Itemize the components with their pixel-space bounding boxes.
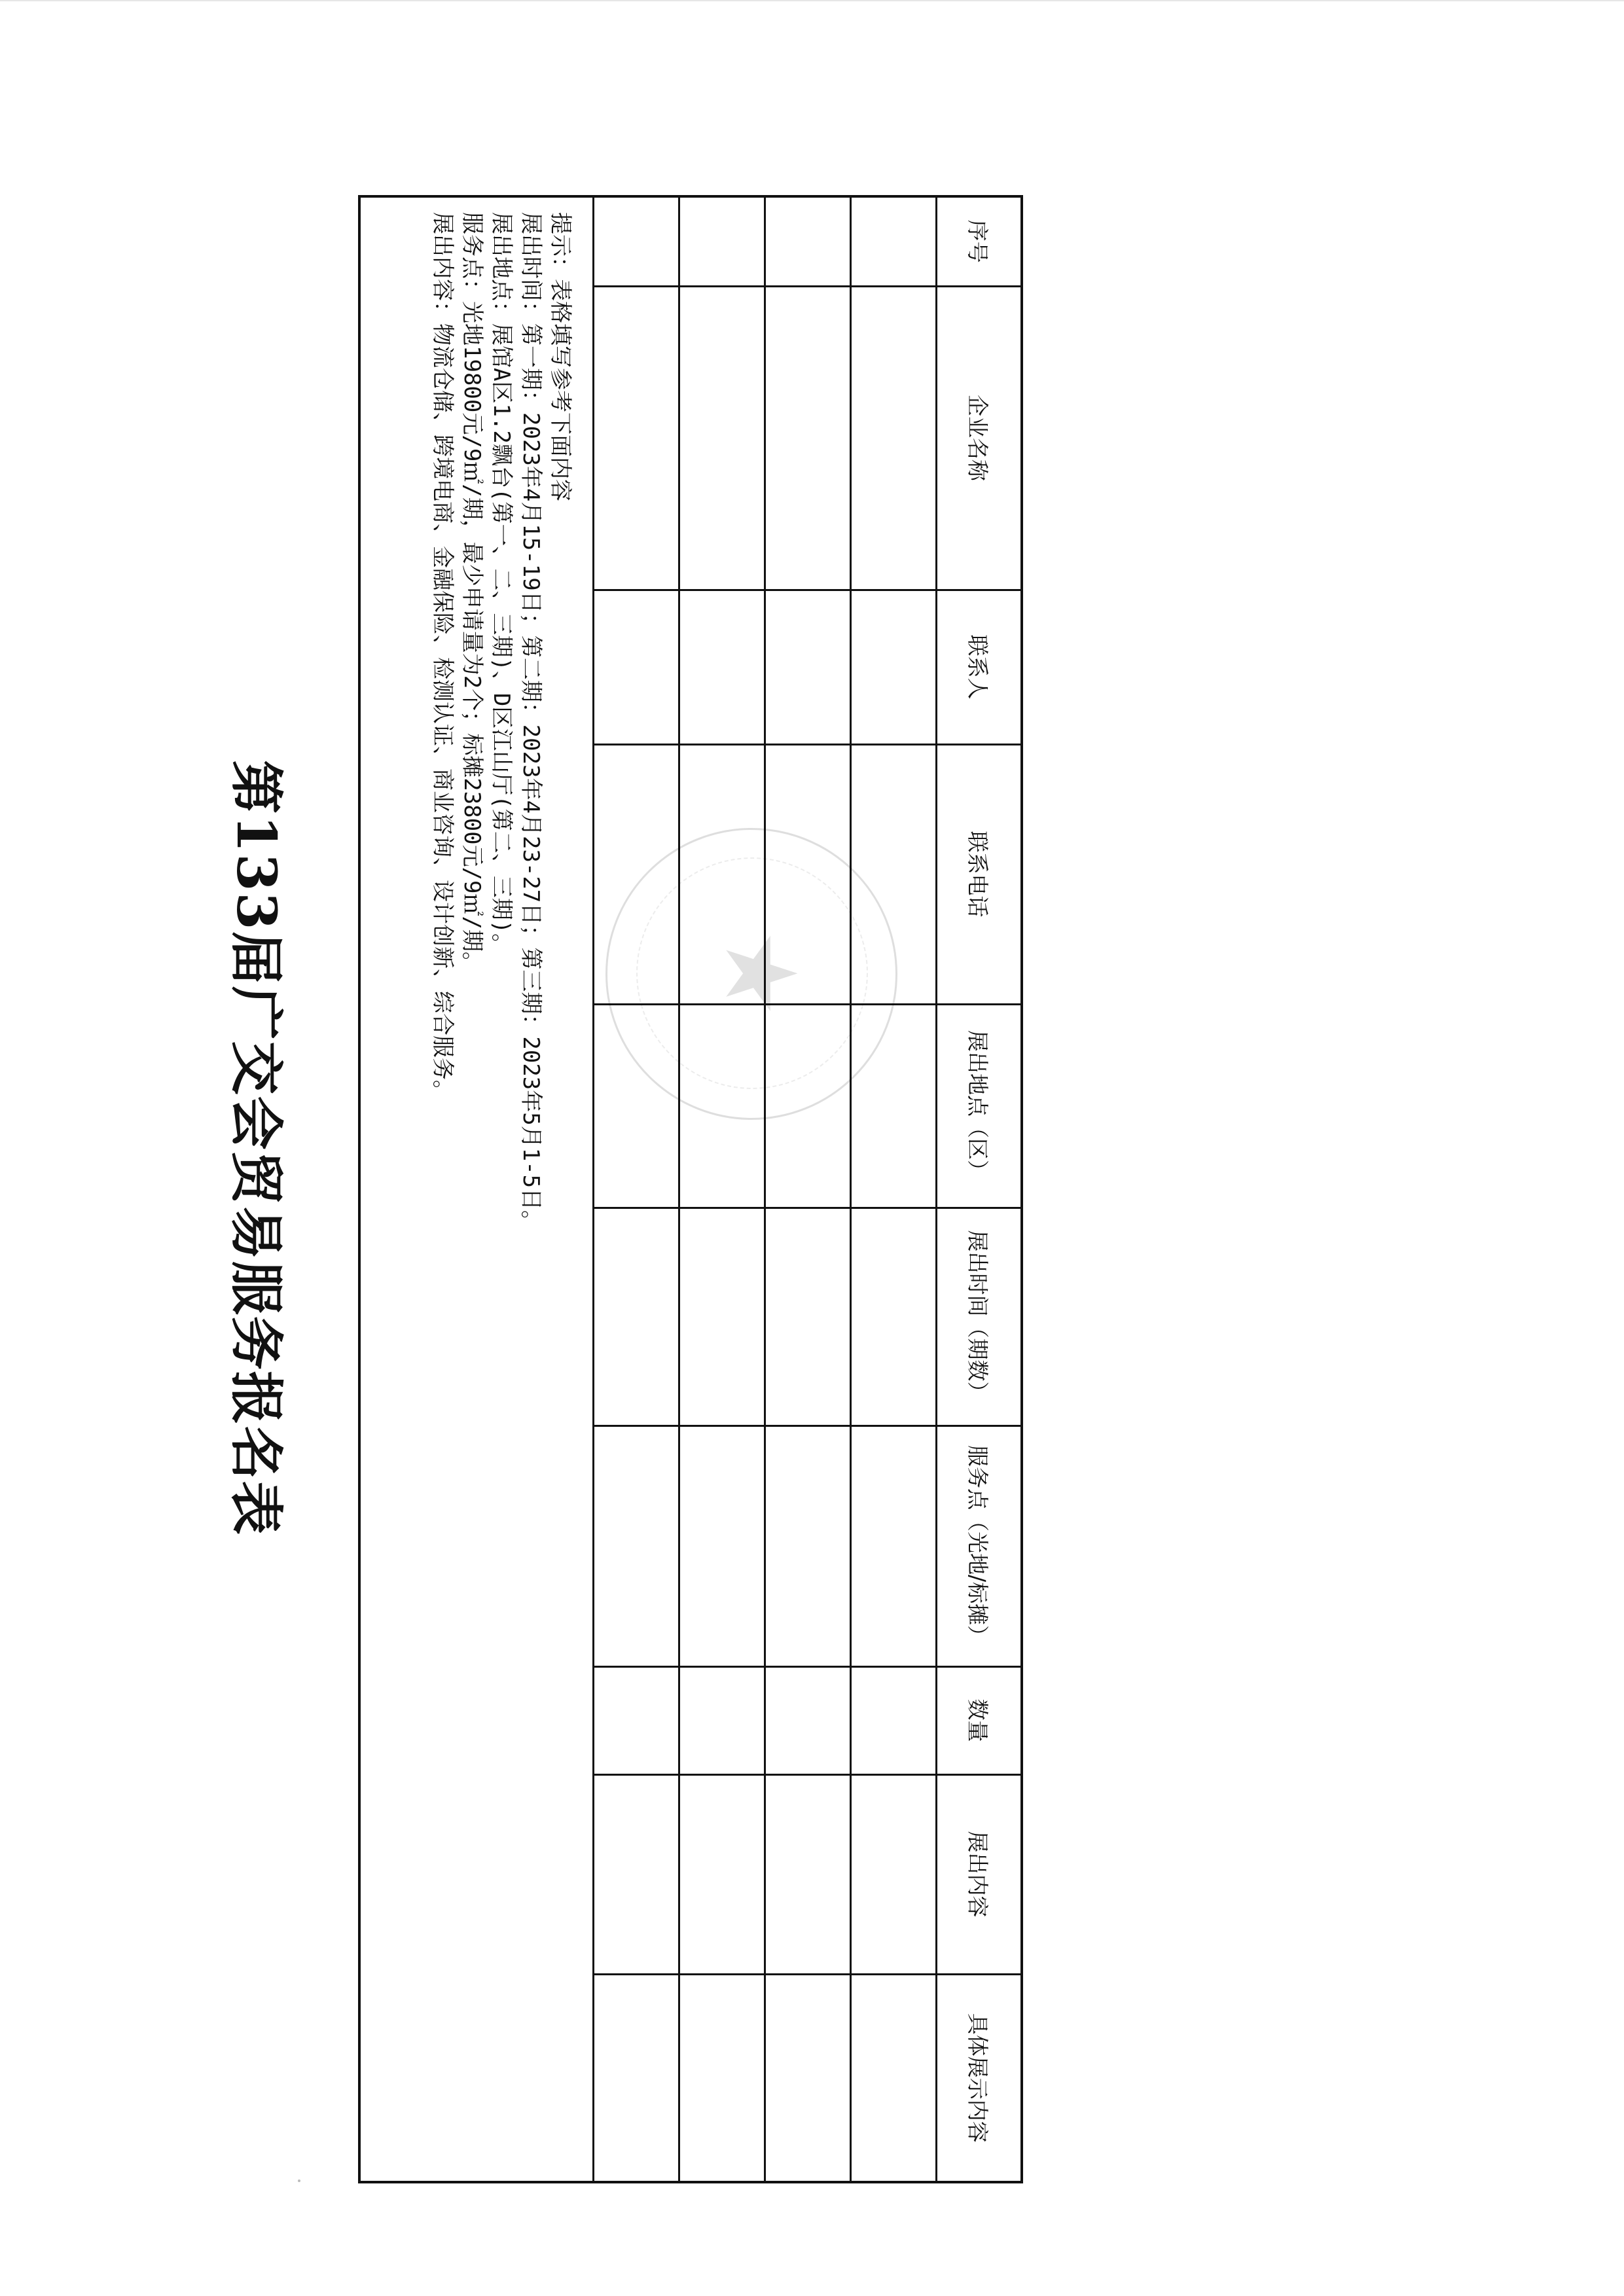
header-exhibit-content: 展出内容 bbox=[937, 1774, 1022, 1974]
cell-quantity[interactable] bbox=[765, 1666, 851, 1774]
notes-row bbox=[359, 196, 594, 2182]
cell-serial[interactable] bbox=[679, 196, 765, 286]
cell-contact[interactable] bbox=[679, 590, 765, 744]
document-title: 第133届广交会贸易服务报名表 bbox=[225, 760, 287, 1536]
table-row bbox=[594, 196, 679, 2182]
registration-table bbox=[358, 195, 1023, 2183]
cell-content[interactable] bbox=[765, 1774, 851, 1974]
cell-quantity[interactable] bbox=[851, 1666, 937, 1774]
cell-content[interactable] bbox=[679, 1774, 765, 1974]
cell-location[interactable] bbox=[594, 1004, 679, 1208]
cell-detail[interactable] bbox=[594, 1974, 679, 2182]
cell-booth-type[interactable] bbox=[594, 1426, 679, 1666]
seal-star-icon: ★ bbox=[703, 929, 817, 1018]
header-contact-phone: 联系电话 bbox=[937, 744, 1022, 1004]
cell-booth-type[interactable] bbox=[851, 1426, 937, 1666]
header-exhibit-period: 展出时间（期数） bbox=[937, 1208, 1022, 1426]
header-serial-number: 序号 bbox=[937, 196, 1022, 286]
cell-quantity[interactable] bbox=[679, 1666, 765, 1774]
header-quantity: 数量 bbox=[937, 1666, 1022, 1774]
notes-cell bbox=[359, 196, 594, 2182]
cell-detail[interactable] bbox=[851, 1974, 937, 2182]
cell-period[interactable] bbox=[679, 1208, 765, 1426]
cell-detail[interactable] bbox=[765, 1974, 851, 2182]
header-exhibit-location: 展出地点（区） bbox=[937, 1004, 1022, 1208]
cell-location[interactable] bbox=[765, 1004, 851, 1208]
cell-location[interactable] bbox=[851, 1004, 937, 1208]
cell-detail[interactable] bbox=[679, 1974, 765, 2182]
note-exhibit-location: 展出地点：展馆A区1.2飘台(第一、二、三期)、D区江山厅(第二、三期)。 bbox=[488, 212, 514, 956]
cell-contact[interactable] bbox=[851, 590, 937, 744]
cell-content[interactable] bbox=[594, 1774, 679, 1974]
cell-company[interactable] bbox=[594, 286, 679, 590]
note-service-booth: 服务点：光地19800元/9㎡/期，最少申请量为2个；标摊23800元/9㎡/期。 bbox=[459, 212, 485, 974]
note-hint: 提示：表格填写参考下面内容 bbox=[547, 212, 573, 501]
cell-contact[interactable] bbox=[765, 590, 851, 744]
cell-phone[interactable] bbox=[679, 744, 765, 1004]
header-detailed-content: 具体展示内容 bbox=[937, 1974, 1022, 2182]
note-exhibit-time: 展出时间：第一期：2023年4月15-19日；第二期：2023年4月23-27日；第三期：2023年5月1-5日。 bbox=[518, 212, 544, 1233]
cell-phone[interactable] bbox=[765, 744, 851, 1004]
cell-phone[interactable] bbox=[594, 744, 679, 1004]
note-exhibit-content: 展出内容：物流仓储、跨境电商、金融保险、检测认证、商业咨询、设计创新、综合服务。 bbox=[429, 212, 456, 1102]
cell-booth-type[interactable] bbox=[765, 1426, 851, 1666]
table-row bbox=[679, 196, 765, 2182]
cell-content[interactable] bbox=[851, 1774, 937, 1974]
cell-serial[interactable] bbox=[765, 196, 851, 286]
cell-company[interactable] bbox=[765, 286, 851, 590]
cell-period[interactable] bbox=[765, 1208, 851, 1426]
header-company-name: 企业名称 bbox=[937, 286, 1022, 590]
cell-serial[interactable] bbox=[594, 196, 679, 286]
cell-company[interactable] bbox=[679, 286, 765, 590]
cell-company[interactable] bbox=[851, 286, 937, 590]
cell-period[interactable] bbox=[594, 1208, 679, 1426]
cell-serial[interactable] bbox=[851, 196, 937, 286]
table-row bbox=[851, 196, 937, 2182]
header-contact-person: 联系人 bbox=[937, 590, 1022, 744]
cell-booth-type[interactable] bbox=[679, 1426, 765, 1666]
cell-quantity[interactable] bbox=[594, 1666, 679, 1774]
header-service-booth-type: 服务点（光地/标摊） bbox=[937, 1426, 1022, 1666]
cell-period[interactable] bbox=[851, 1208, 937, 1426]
cell-contact[interactable] bbox=[594, 590, 679, 744]
table-row bbox=[765, 196, 851, 2182]
cell-phone[interactable] bbox=[851, 744, 937, 1004]
table-header-row bbox=[937, 196, 1022, 2182]
cell-location[interactable] bbox=[679, 1004, 765, 1208]
